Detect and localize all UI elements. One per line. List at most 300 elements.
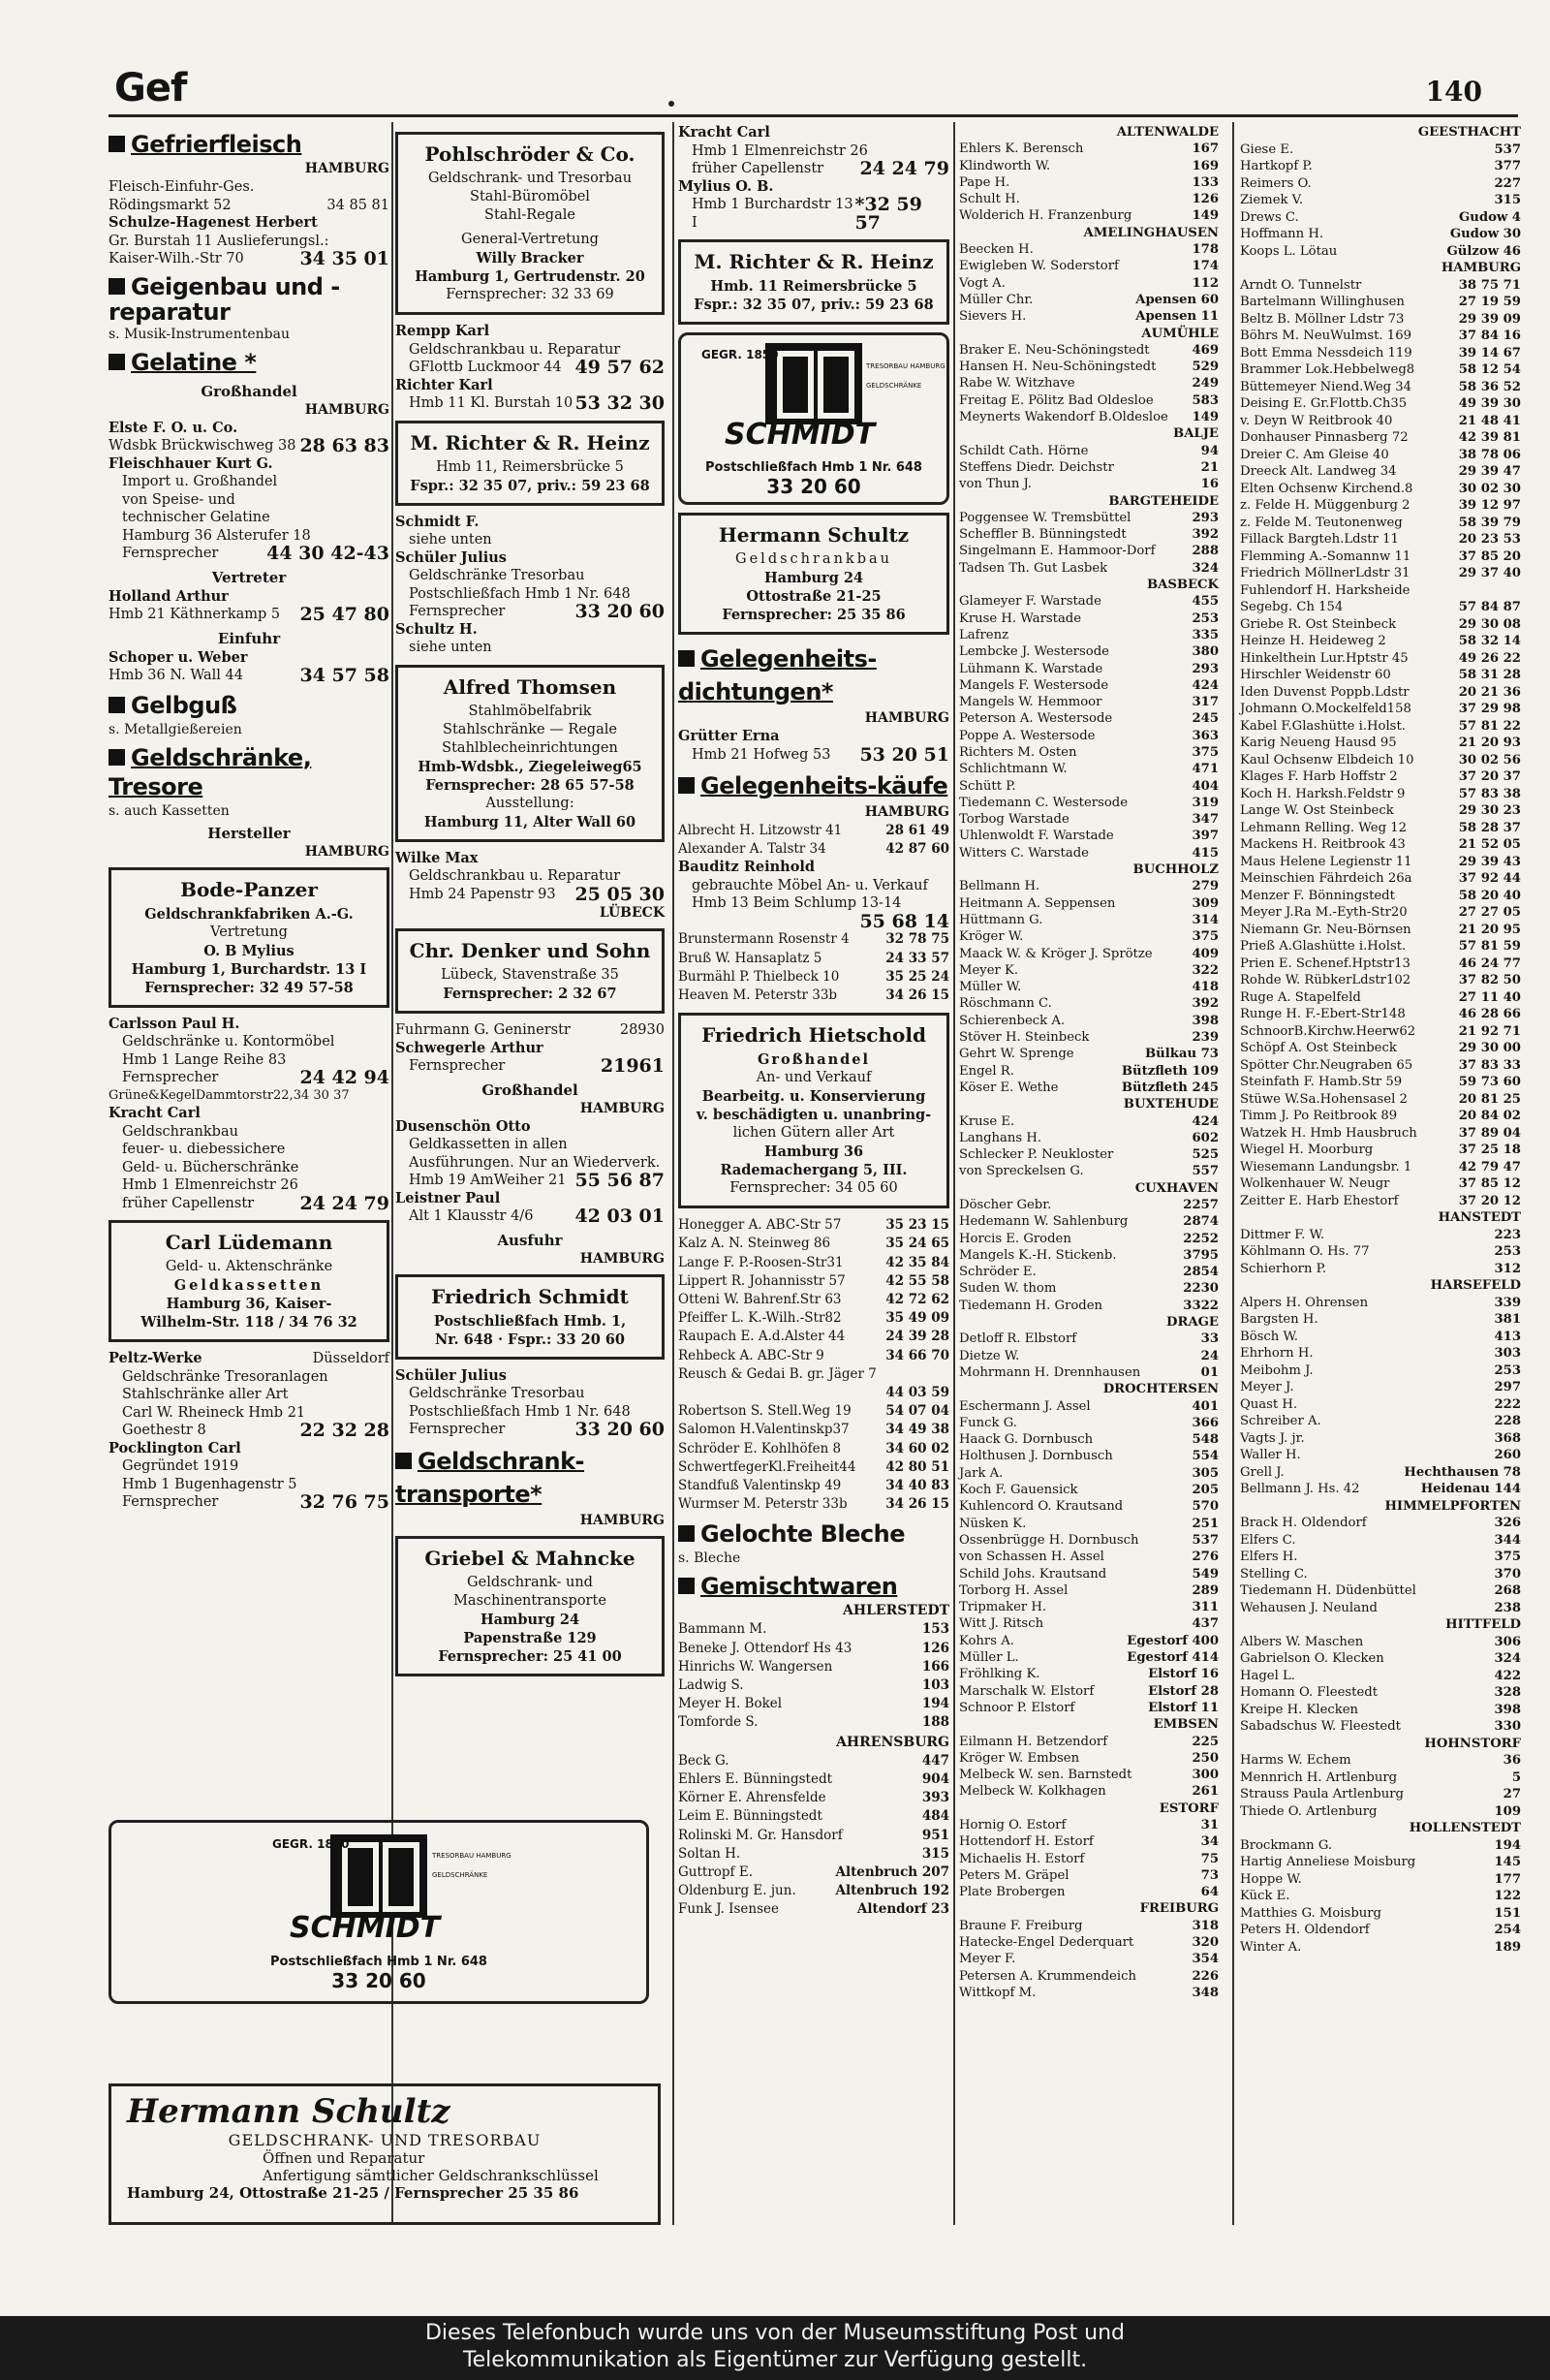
list-item	[1240, 158, 1521, 175]
list-item	[959, 1549, 1219, 1565]
list-item	[1240, 599, 1521, 616]
list-item	[959, 392, 1219, 409]
list-item-name: Alpers H. Ohrensen	[1240, 1295, 1369, 1310]
list-item-phone: 29 30 08	[1458, 616, 1521, 632]
list-item-phone: 30 02 56	[1458, 752, 1521, 767]
city-label: BUCHHOLZ	[1132, 862, 1219, 878]
list-item-name: Lühmann K. Warstade	[959, 661, 1103, 676]
list-item	[1240, 1481, 1521, 1498]
list-item-phone: 27 19 59	[1458, 295, 1521, 309]
list-item	[1240, 1074, 1521, 1091]
list-item-name: Jark A.	[959, 1465, 1004, 1481]
list-item	[1240, 175, 1521, 193]
section-heading: Geldschränke, Tresore	[108, 743, 312, 800]
list-item-name: Tiedemann C. Westersode	[959, 795, 1129, 810]
city-label: ESTORF	[1159, 1801, 1219, 1816]
list-item	[1240, 328, 1521, 345]
list-item	[1240, 243, 1521, 261]
list-item-phone: 401	[1192, 1398, 1219, 1414]
list-item	[1240, 768, 1521, 786]
list-item	[959, 1331, 1219, 1347]
list-item-phone: 253	[1494, 1362, 1521, 1378]
list-item-phone: 49 26 22	[1458, 650, 1521, 666]
list-item	[1240, 345, 1521, 362]
list-item	[678, 1421, 949, 1439]
header-dot	[668, 101, 674, 107]
list-item-phone: 2257	[1183, 1198, 1219, 1212]
list-item-phone: 189	[1494, 1939, 1521, 1955]
list-item	[678, 1309, 949, 1328]
list-item	[1240, 209, 1521, 227]
list-item	[959, 510, 1219, 526]
list-item-phone: 392	[1192, 527, 1219, 543]
list-item-name: Wolkenhauer W. Neugr	[1240, 1176, 1390, 1191]
list-item-name: Melbeck W. sen. Barnstedt	[959, 1768, 1132, 1783]
ad-box: Friedrich Hietschold Großhandel An- und Verkauf Bearbeitg. u. Konservierung v. beschädigten u. unanbring- lichen Gütern aller Art Hamburg 36 Rademachergang 5, III. Fernsprecher: 34 05 60	[678, 1013, 949, 1208]
list-item	[959, 1264, 1219, 1280]
list-item-phone: 418	[1192, 980, 1219, 995]
list-item-phone: 58 12 54	[1458, 362, 1521, 377]
list-item	[1240, 1125, 1521, 1143]
list-item-phone: 21	[1200, 459, 1219, 475]
city-label: DROCHTERSEN	[1102, 1382, 1219, 1397]
list-item	[1240, 718, 1521, 736]
list-item-name: Koch H. Harksh.Feldstr 9	[1240, 786, 1406, 801]
list-item	[959, 1130, 1219, 1146]
city-label: AMELINGHAUSEN	[1083, 225, 1219, 240]
list-item-phone: 314	[1192, 912, 1219, 927]
list-item-phone: 328	[1494, 1685, 1521, 1700]
list-item	[1240, 361, 1521, 379]
list-item	[678, 1495, 949, 1514]
list-item	[1240, 1175, 1521, 1193]
bullet-square-icon	[108, 749, 125, 766]
list-item-phone: 268	[1494, 1583, 1521, 1598]
list-item-name: von Thun J.	[959, 477, 1032, 492]
see-also-note: s. Metallgießereien	[108, 721, 242, 737]
list-item-phone: 73	[1200, 1867, 1219, 1883]
list-item-phone: 35 25 24	[885, 968, 949, 985]
list-item-name: Kalz A. N. Steinweg 86	[678, 1236, 831, 1252]
list-item	[959, 795, 1219, 811]
list-item-phone: 437	[1192, 1616, 1219, 1632]
list-item	[959, 1163, 1219, 1179]
city-label: BASBECK	[1146, 578, 1219, 593]
list-item-phone: 126	[1192, 192, 1219, 207]
list-item-name: Iden Duvenst Poppb.Ldstr	[1240, 684, 1410, 700]
list-item-phone: 289	[1192, 1582, 1219, 1598]
list-item	[959, 1280, 1219, 1297]
list-item-name: Klages F. Harb Hoffstr 2	[1240, 769, 1398, 784]
list-item-name: Glameyer F. Warstade	[959, 594, 1101, 610]
list-item	[1240, 1142, 1521, 1159]
list-item	[959, 1046, 1219, 1062]
signature-name: Hermann Schultz	[127, 2092, 450, 2131]
list-item	[959, 459, 1219, 476]
list-item-phone: 303	[1494, 1346, 1521, 1361]
list-item	[959, 811, 1219, 828]
list-item-phone: 2230	[1183, 1281, 1219, 1297]
list-item	[1240, 820, 1521, 837]
subheading: Vertreter	[211, 568, 287, 586]
list-item	[1240, 497, 1521, 515]
list-item-phone: 178	[1192, 242, 1219, 258]
list-item-name: Beck G.	[678, 1752, 729, 1769]
list-item	[959, 258, 1219, 274]
list-item	[959, 627, 1219, 643]
list-item-phone: 306	[1494, 1634, 1521, 1649]
list-item-phone: 37 89 04	[1458, 1125, 1521, 1141]
list-item	[1240, 1464, 1521, 1482]
list-item-name: Schnoor P. Elstorf	[959, 1700, 1075, 1715]
list-item-name: Elfers H.	[1240, 1550, 1298, 1564]
list-item-name: Sabadschus W. Fleestedt	[1240, 1719, 1401, 1734]
city-label: CUXHAVEN	[1134, 1180, 1219, 1196]
list-item	[678, 968, 949, 986]
list-item-name: Eschermann J. Assel	[959, 1398, 1091, 1414]
list-item-name: Langhans H.	[959, 1130, 1042, 1145]
list-item-name: von Spreckelsen G.	[959, 1164, 1084, 1179]
list-item	[959, 710, 1219, 727]
list-item-name: Müller L.	[959, 1650, 1019, 1666]
list-item-phone: 447	[921, 1752, 949, 1769]
list-item-phone: 34 49 38	[885, 1422, 949, 1438]
list-item-phone: 227	[1494, 175, 1521, 191]
entry: Peltz-Werke Düsseldorf Geldschränke Tresoranlagen Stahlschränke aller Art Carl W. Rheineck Hmb 21 Goethestr 8 22 32 28 Pocklington Carl Gegründet 1919 Hmb 1 Bugenhagenstr 5 Fernsprecher 32 76 75	[108, 1350, 389, 1513]
list-item	[1240, 1329, 1521, 1346]
list-item	[678, 1900, 949, 1919]
list-item-phone: 42 39 81	[1458, 430, 1521, 445]
entry: Schoper u. Weber Hmb 36 N. Wall 44 34 57 58	[108, 648, 389, 686]
entry: Grütter Erna Hmb 21 Hofweg 53 53 20 51	[678, 728, 949, 766]
schmidt-logo-ad: GEGR. 1850 SCHMIDT TRESORBAU HAMBURG GELDSCHRÄNKE Postschließfach Hmb 1 Nr. 648 33 20 60	[678, 332, 949, 505]
list-item	[959, 1599, 1219, 1615]
list-item	[959, 1516, 1219, 1532]
list-item-name: Kruse H. Warstade	[959, 611, 1082, 626]
list-item	[959, 995, 1219, 1012]
list-item-phone: 380	[1192, 644, 1219, 660]
list-item-phone: 33	[1200, 1331, 1219, 1347]
list-item	[1240, 1362, 1521, 1380]
list-item-name: Hedemann W. Sahlenburg	[959, 1214, 1129, 1230]
list-item-name: Standfuß Valentinskp 49	[678, 1478, 842, 1494]
list-item	[1240, 701, 1521, 718]
list-item-phone: 37 84 16	[1458, 329, 1521, 343]
list-item-phone: 28 61 49	[885, 823, 949, 838]
list-item-name: Honegger A. ABC-Str 57	[678, 1217, 842, 1234]
list-item-phone: 31	[1200, 1817, 1219, 1832]
list-item-name: Müller Chr.	[959, 292, 1034, 307]
list-item-phone: 37 29 98	[1458, 702, 1521, 716]
list-item-name: Dietze W.	[959, 1348, 1020, 1363]
list-item-name: Wolderich H. Franzenburg	[959, 208, 1132, 224]
list-item-name: Beneke J. Ottendorf Hs 43	[678, 1640, 852, 1656]
list-item-phone: 177	[1494, 1871, 1521, 1887]
entry: Kracht Carl Hmb 1 Elmenreichstr 26 früher Capellenstr 24 24 79 Mylius O. B. Hmb 1 Burchardstr 13 I *32 59 57	[678, 124, 949, 234]
list-item-phone: 320	[1192, 1935, 1219, 1951]
list-item-phone: 317	[1192, 695, 1219, 710]
list-item	[1240, 447, 1521, 464]
list-item-name: Schröder E. Kohlhöfen 8	[678, 1440, 842, 1456]
list-item-name: Robertson S. Stell.Weg 19	[678, 1403, 852, 1420]
list-item	[678, 1676, 949, 1695]
ad-box: Chr. Denker und Sohn Lübeck, Stavenstraße 35 Fernsprecher: 2 32 67	[395, 928, 665, 1014]
list-item-phone: 548	[1192, 1432, 1219, 1448]
list-item	[1240, 548, 1521, 566]
list-item-phone: 315	[921, 1845, 949, 1862]
list-item	[678, 1695, 949, 1713]
bullet-square-icon	[678, 1525, 695, 1542]
list-item-phone: 951	[921, 1827, 949, 1843]
list-item-name: Oldenburg E. jun.	[678, 1883, 796, 1899]
list-item-phone: 21 48 41	[1458, 413, 1521, 428]
list-item-phone: 94	[1200, 443, 1219, 458]
list-item	[678, 1365, 949, 1384]
list-item-phone: 366	[1192, 1415, 1219, 1430]
list-item-name: Braker E. Neu-Schöningstedt	[959, 342, 1150, 358]
list-item	[1240, 311, 1521, 329]
list-item-name: Büttemeyer Niend.Weg 34	[1240, 379, 1412, 394]
subheading: Ausfuhr	[497, 1231, 563, 1249]
list-item	[678, 1440, 949, 1458]
list-item	[1240, 1040, 1521, 1057]
list-item-phone: 525	[1192, 1147, 1219, 1163]
city-label: AHRENSBURG	[836, 1734, 949, 1750]
list-item	[1240, 226, 1521, 243]
city-label: HARSEFELD	[1430, 1278, 1521, 1293]
list-item	[959, 1465, 1219, 1482]
list-item-phone: 34	[1200, 1834, 1219, 1850]
list-item-name: Pfeiffer L. K.-Wilh.-Str82	[678, 1310, 842, 1327]
list-item-phone: 46 24 77	[1458, 955, 1521, 971]
list-item	[959, 1197, 1219, 1213]
list-item-phone: 174	[1192, 259, 1219, 274]
list-item-phone: 330	[1494, 1719, 1521, 1734]
city-label: HAMBURG	[864, 710, 949, 726]
list-item-name: Rehbeck A. ABC-Str 9	[678, 1347, 824, 1363]
list-item	[959, 761, 1219, 777]
list-item-phone: 904	[921, 1770, 949, 1787]
list-item	[1240, 836, 1521, 854]
column-4	[959, 124, 1219, 2222]
list-item-phone: 194	[921, 1696, 949, 1712]
list-item-name: Holthusen J. Dornbusch	[959, 1449, 1113, 1464]
list-item	[959, 1968, 1219, 1985]
list-item-phone: 34 26 15	[885, 1496, 949, 1513]
list-item	[959, 677, 1219, 694]
list-item-phone: 404	[1192, 778, 1219, 794]
list-item-phone: 58 28 37	[1458, 820, 1521, 835]
list-item	[1240, 972, 1521, 989]
list-item-name: Lehmann Relling. Weg 12	[1240, 820, 1408, 835]
list-item-name: Johmann O.Mockelfeld158	[1240, 702, 1411, 716]
list-item-phone: 424	[1192, 1113, 1219, 1129]
list-item-phone: 149	[1192, 208, 1219, 224]
list-item-name: Reusch & Gedai B. gr. Jäger 7	[678, 1365, 877, 1382]
list-item	[1240, 277, 1521, 295]
list-item-name: Uhlenwoldt F. Warstade	[959, 829, 1114, 844]
list-item-phone: 354	[1192, 1952, 1219, 1967]
list-item	[959, 1582, 1219, 1599]
list-item-phone: 75	[1200, 1851, 1219, 1866]
list-item-name: Lange F. P.-Roosen-Str31	[678, 1254, 844, 1270]
list-item-phone: 249	[1192, 376, 1219, 391]
list-item-name: Lembcke J. Westersode	[959, 644, 1109, 660]
list-item	[959, 962, 1219, 979]
city-label: HAMBURG	[1441, 261, 1521, 275]
list-item-name: Witters C. Warstade	[959, 845, 1089, 861]
list-item	[678, 1752, 949, 1770]
list-item-phone: 413	[1494, 1329, 1521, 1344]
list-item	[959, 1415, 1219, 1431]
list-item-phone: 149	[1192, 410, 1219, 425]
list-item-name: Runge H. F.-Ebert-Str148	[1240, 1007, 1406, 1021]
column-divider	[1232, 122, 1234, 2225]
logo-brand: SCHMIDT	[290, 1911, 441, 1945]
list-item	[959, 560, 1219, 577]
list-item	[959, 1063, 1219, 1080]
list-item-name: Burmähl P. Thielbeck 10	[678, 968, 840, 985]
list-item-phone: 300	[1192, 1768, 1219, 1783]
list-item	[959, 275, 1219, 292]
list-item-name: Tomforde S.	[678, 1714, 759, 1731]
entry: Rempp Karl Geldschrankbau u. Reparatur GFlottb Luckmoor 44 49 57 62 Richter Karl Hmb 11 Kl. Burstah 10 53 32 30	[395, 323, 665, 414]
list-item-name: Kreipe H. Klecken	[1240, 1702, 1359, 1717]
list-item-phone: 398	[1192, 1013, 1219, 1028]
list-item-name: Timm J. Po Reitbrook 89	[1240, 1109, 1398, 1123]
list-item	[1240, 515, 1521, 532]
list-item	[959, 643, 1219, 660]
list-item-name: Petersen A. Krummendeich	[959, 1968, 1136, 1984]
list-item-name: Arndt O. Tunnelstr	[1240, 277, 1362, 293]
city-label: ALTENWALDE	[1116, 125, 1219, 140]
list-item-phone: 245	[1192, 711, 1219, 727]
list-item-name: Brunstermann Rosenstr 4	[678, 931, 850, 948]
list-item-name: z. Felde H. Müggenburg 2	[1240, 498, 1410, 513]
list-item	[959, 1649, 1219, 1666]
list-item	[959, 409, 1219, 425]
list-item-phone: 557	[1192, 1164, 1219, 1179]
list-item-phone: 35 49 09	[885, 1310, 949, 1327]
list-item-name: Meyer K.	[959, 962, 1019, 978]
list-item	[1240, 582, 1521, 600]
list-item-phone: 583	[1192, 392, 1219, 408]
list-item-phone: 57 81 59	[1458, 939, 1521, 954]
list-item	[678, 1458, 949, 1477]
logo-brand: SCHMIDT	[725, 418, 876, 452]
list-item-name: Richters M. Osten	[959, 744, 1077, 760]
list-item	[959, 443, 1219, 459]
list-item-name: Alexander A. Talstr 34	[678, 841, 826, 858]
list-item	[959, 946, 1219, 962]
list-item	[959, 1146, 1219, 1163]
list-item-phone: 375	[1192, 929, 1219, 945]
list-item-name: Schreiber A.	[1240, 1414, 1321, 1428]
subheading: Großhandel	[201, 382, 297, 400]
list-item	[959, 694, 1219, 710]
city-label: HAMBURG	[304, 161, 389, 176]
list-item-phone: 24	[1200, 1348, 1219, 1363]
list-item	[959, 1213, 1219, 1230]
bullet-square-icon	[678, 650, 695, 667]
list-item	[959, 1348, 1219, 1364]
listing	[959, 124, 1219, 2001]
list-item	[1240, 192, 1521, 209]
list-item-phone: 305	[1192, 1465, 1219, 1481]
list-item-name: Kück E.	[1240, 1889, 1290, 1903]
list-item-name: Funk J. Isensee	[678, 1901, 780, 1918]
list-item-name: Hottendorf H. Estorf	[959, 1834, 1094, 1850]
list-item-name: Steffens Diedr. Deichstr	[959, 459, 1114, 475]
list-item-name: Bellmann H.	[959, 879, 1040, 894]
section-heading: Gelegenheits-dichtungen*	[678, 645, 877, 705]
list-item	[1240, 888, 1521, 905]
list-item	[1240, 1023, 1521, 1041]
list-item	[678, 822, 949, 840]
list-item-phone: 484	[921, 1808, 949, 1825]
list-item-phone: 370	[1494, 1566, 1521, 1581]
list-item	[959, 1029, 1219, 1046]
list-item-name: Marschalk W. Elstorf	[959, 1683, 1095, 1699]
list-item-phone: 377	[1494, 159, 1521, 173]
list-item-phone: 29 39 43	[1458, 854, 1521, 869]
list-item	[1240, 1600, 1521, 1617]
list-item	[1240, 1871, 1521, 1889]
list-item-phone: 27	[1503, 1787, 1521, 1801]
list-item	[1240, 395, 1521, 413]
list-item	[1240, 1295, 1521, 1312]
list-item-name: Hartkopf P.	[1240, 159, 1313, 173]
list-item	[1240, 633, 1521, 650]
list-item-name: Giese E.	[1240, 141, 1294, 157]
list-item-phone: 415	[1192, 845, 1219, 861]
entry: Schüler Julius Geldschränke Tresorbau Postschließfach Hmb 1 Nr. 648 Fernsprecher 33 20 60	[395, 1366, 665, 1440]
bullet-square-icon	[108, 278, 125, 295]
list-item-name: Guttropf E.	[678, 1863, 753, 1880]
list-item-phone: Elstorf 16	[1148, 1667, 1219, 1682]
list-item-phone: 188	[921, 1714, 949, 1731]
list-item-phone: 254	[1494, 1923, 1521, 1937]
list-item-name: Thiede O. Artlenburg	[1240, 1803, 1378, 1819]
list-item	[678, 1272, 949, 1291]
list-item	[1240, 1413, 1521, 1430]
list-item-name: Quast H.	[1240, 1396, 1298, 1412]
list-item-name: Rolinski M. Gr. Hansdorf	[678, 1827, 843, 1843]
list-item	[959, 728, 1219, 744]
list-item	[678, 1863, 949, 1882]
list-item-phone: 145	[1494, 1855, 1521, 1869]
list-item-phone: 58 31 28	[1458, 668, 1521, 682]
list-item-phone: 205	[1192, 1483, 1219, 1498]
list-item-name: Nüsken K.	[959, 1516, 1027, 1531]
list-item-name: Flemming A.-Somannw 11	[1240, 548, 1411, 564]
list-item-phone: 20 84 02	[1458, 1109, 1521, 1123]
list-item-phone: 21 52 05	[1458, 837, 1521, 852]
list-item-phone: 58 39 79	[1458, 515, 1521, 530]
city-label: HAMBURG	[579, 1512, 665, 1528]
list-item-name: Drews C.	[1240, 209, 1299, 225]
list-item	[678, 1807, 949, 1826]
list-item	[1240, 922, 1521, 939]
list-item	[1240, 1905, 1521, 1923]
ad-box: Pohlschröder & Co. Geldschrank- und Tresorbau Stahl-Büromöbel Stahl-Regale General-Vertretung Willy Bracker Hamburg 1, Gertrudenstr. 20 Fernsprecher: 32 33 69	[395, 132, 665, 315]
list-item-phone: 37 92 44	[1458, 871, 1521, 886]
list-item-name: Detloff R. Elbstorf	[959, 1331, 1077, 1347]
list-item-name: Elfers C.	[1240, 1532, 1296, 1548]
list-item-name: Hoppe W.	[1240, 1871, 1302, 1887]
city-label: BALJE	[1173, 426, 1219, 442]
list-item-phone: Altendorf 23	[856, 1901, 949, 1918]
